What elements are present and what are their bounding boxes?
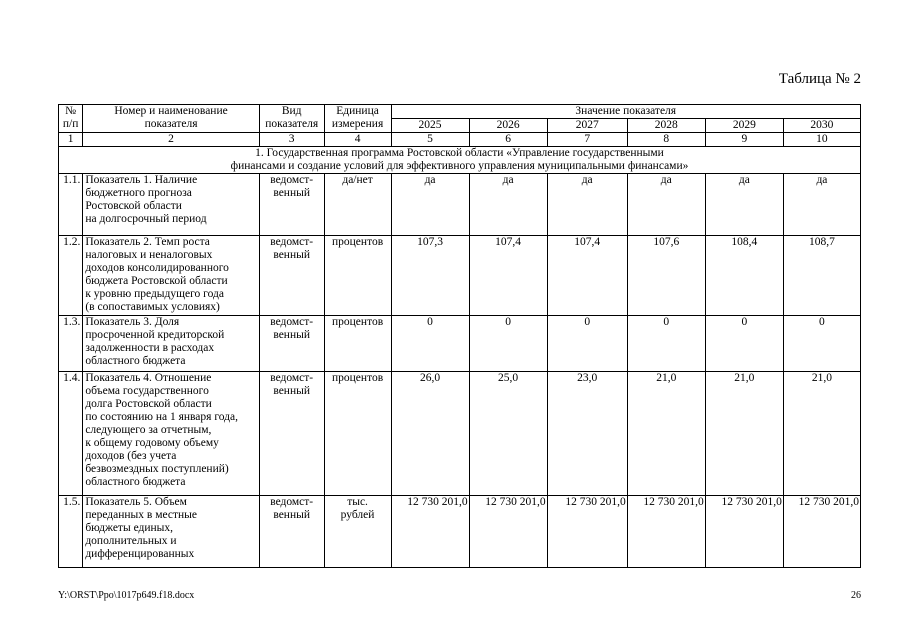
indicator-value: 12 730 201,0 <box>391 496 469 568</box>
indicator-value: да <box>627 174 705 236</box>
indicator-value: 0 <box>547 316 627 372</box>
indicator-unit: да/нет <box>324 174 391 236</box>
header-kind: Вид показателя <box>259 105 324 133</box>
table-row <box>59 316 861 372</box>
indicator-value: 108,4 <box>705 236 783 316</box>
indicator-value: да <box>705 174 783 236</box>
table-row <box>59 372 861 496</box>
indicator-value: 25,0 <box>469 372 547 496</box>
indicator-value: 12 730 201,0 <box>469 496 547 568</box>
row-index: 1.2. <box>59 236 83 316</box>
indicator-name: Показатель 3. Доля просроченной кредиторской задолженности в расходах областного бюджета <box>83 316 259 372</box>
column-number: 7 <box>547 133 627 147</box>
indicator-value: 107,6 <box>627 236 705 316</box>
indicator-kind: ведомст- венный <box>259 316 324 372</box>
table-caption: Таблица № 2 <box>778 71 861 87</box>
indicator-value: 107,4 <box>547 236 627 316</box>
indicator-value: да <box>469 174 547 236</box>
row-index: 1.3. <box>59 316 83 372</box>
indicator-value: 107,4 <box>469 236 547 316</box>
indicator-unit: тыс. рублей <box>324 496 391 568</box>
table-row <box>59 174 861 236</box>
indicator-value: 23,0 <box>547 372 627 496</box>
indicator-name: Показатель 2. Темп роста налоговых и неналоговых доходов консолидированного бюджета Ростовской области к уровню предыдущего года (в сопоставимых условиях) <box>83 236 259 316</box>
header-name: Номер и наименование показателя <box>83 105 259 133</box>
indicator-value: 26,0 <box>391 372 469 496</box>
row-index: 1.1. <box>59 174 83 236</box>
table-row <box>59 496 861 568</box>
indicator-value: 12 730 201,0 <box>783 496 860 568</box>
indicator-value: 21,0 <box>627 372 705 496</box>
indicator-value: 0 <box>783 316 860 372</box>
indicator-value: да <box>783 174 860 236</box>
table-row <box>59 236 861 316</box>
indicator-name: Показатель 5. Объем переданных в местные бюджеты единых, дополнительных и дифференцированных <box>83 496 259 568</box>
indicator-name: Показатель 4. Отношение объема государственного долга Ростовской области по состоянию на 1 января года, следующего за отчетным, к общему годовому объему доходов (без учета безвозмездных поступлений) областного бюджета <box>83 372 259 496</box>
header-unit: Единица измерения <box>324 105 391 133</box>
column-number: 9 <box>705 133 783 147</box>
footer-file-path: Y:\ORST\Ppo\1017p649.f18.docx <box>58 590 195 601</box>
row-index: 1.4. <box>59 372 83 496</box>
header-year: 2025 <box>391 119 469 133</box>
column-number: 2 <box>83 133 259 147</box>
indicator-value: да <box>391 174 469 236</box>
column-number: 8 <box>627 133 705 147</box>
indicator-value: 12 730 201,0 <box>705 496 783 568</box>
column-number: 5 <box>391 133 469 147</box>
header-year: 2030 <box>783 119 860 133</box>
indicator-value: 107,3 <box>391 236 469 316</box>
column-number: 10 <box>783 133 860 147</box>
header-year: 2029 <box>705 119 783 133</box>
indicator-value: 0 <box>469 316 547 372</box>
indicator-value: 12 730 201,0 <box>627 496 705 568</box>
indicators-table <box>58 104 861 568</box>
indicator-value: 12 730 201,0 <box>547 496 627 568</box>
indicator-value: 0 <box>627 316 705 372</box>
indicator-value: 0 <box>391 316 469 372</box>
indicator-value: 21,0 <box>705 372 783 496</box>
header-values-title: Значение показателя <box>391 105 860 119</box>
indicator-kind: ведомст- венный <box>259 372 324 496</box>
indicator-value: 21,0 <box>783 372 860 496</box>
header-year: 2028 <box>627 119 705 133</box>
indicator-value: 0 <box>705 316 783 372</box>
header-year: 2027 <box>547 119 627 133</box>
indicator-kind: ведомст- венный <box>259 174 324 236</box>
indicator-value: да <box>547 174 627 236</box>
header-num: № п/п <box>59 105 83 133</box>
column-number: 1 <box>59 133 83 147</box>
indicator-unit: процентов <box>324 372 391 496</box>
indicator-unit: процентов <box>324 316 391 372</box>
footer-page-number: 26 <box>851 590 861 601</box>
section-title: 1. Государственная программа Ростовской области «Управление государственными финансами и создание условий для эффективного управления муниципальными финансами» <box>59 147 861 174</box>
indicator-name: Показатель 1. Наличие бюджетного прогноза Ростовской области на долгосрочный период <box>83 174 259 236</box>
indicator-kind: ведомст- венный <box>259 496 324 568</box>
indicator-kind: ведомст- венный <box>259 236 324 316</box>
column-number: 4 <box>324 133 391 147</box>
column-number: 3 <box>259 133 324 147</box>
indicator-unit: процентов <box>324 236 391 316</box>
column-number: 6 <box>469 133 547 147</box>
row-index: 1.5. <box>59 496 83 568</box>
header-year: 2026 <box>469 119 547 133</box>
indicator-value: 108,7 <box>783 236 860 316</box>
